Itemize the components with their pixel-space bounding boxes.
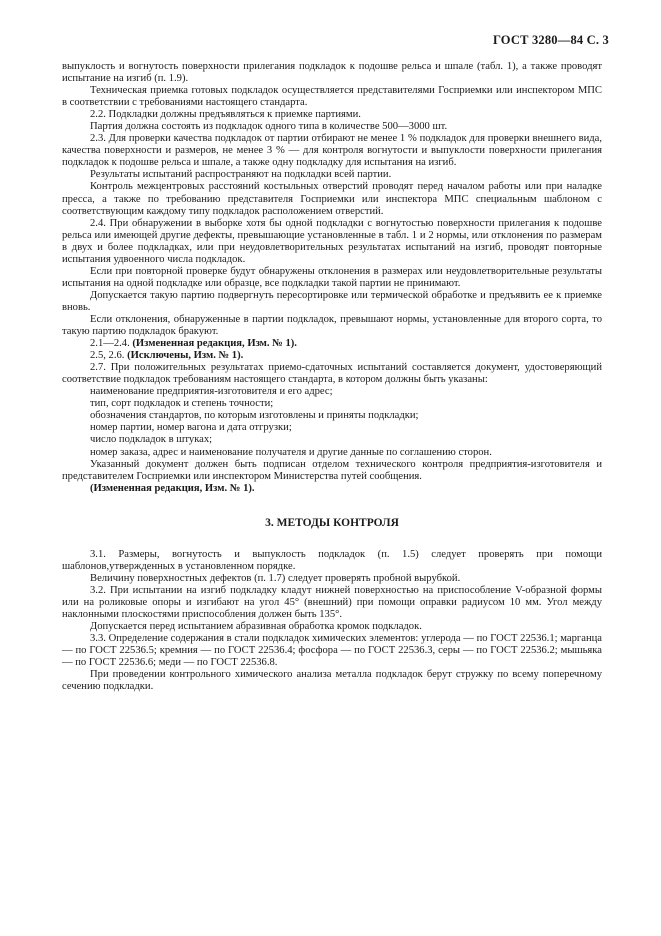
paragraph: 3.1. Размеры, вогнутость и выпуклость подкладок (п. 1.5) следует проверять при помощи шаблонов,утвержденных в установленном порядке. [62, 548, 602, 572]
list-item: наименование предприятия-изготовителя и его адрес; [90, 386, 333, 398]
paragraph: При проведении контрольного химического анализа металла подкладок берут стружку по всему поперечному сечению подкладки. [62, 669, 602, 693]
amendment-note [62, 338, 602, 350]
amendment-note [62, 483, 602, 495]
paragraph: 3.3. Определение содержания в стали подкладок химических элементов: углерода — по ГОСТ 22536.1; марганца — по ГОСТ 22536.5; кремния — по ГОСТ 22536.4; фосфора — по ГОСТ 22536.3, серы — по ГОСТ 22536.2; мышьяка — по ГОСТ 22536.6; меди — по ГОСТ 22536.8. [62, 633, 602, 669]
section-title: 3. МЕТОДЫ КОНТРОЛЯ [265, 516, 399, 529]
paragraph: Если отклонения, обнаруженные в партии подкладок, превышают нормы, установленные для второго сорта, то такую партию подкладок бракуют. [62, 313, 602, 338]
amendment-clauses: 2.5, 2.6. [90, 350, 125, 362]
paragraph: 2.2. Подкладки должны предъявляться к приемке партиями. [90, 109, 361, 121]
paragraph: Контроль межцентровых расстояний костыльных отверстий проводят перед началом работы или при наладке пресса, а также по требованию представителя Госприемки или инспектора МПС специальным шаблоном с соответствующим каждому типу подкладок расположением отверстий. [62, 181, 602, 217]
paragraph: выпуклость и вогнутость поверхности прилегания подкладок к подошве рельса и шпале (табл. 1), а также проводят испытание на изгиб (п. 1.9). [62, 61, 602, 85]
paragraph: Величину поверхностных дефектов (п. 1.7) следует проверять пробной вырубкой. [90, 572, 461, 584]
list-item: обозначения стандартов, по которым изготовлены и приняты подкладки; [90, 410, 419, 422]
paragraph: Если при повторной проверке будут обнаружены отклонения в размерах или неудовлетворительные результаты испытания на одной подкладке или образце, все подкладки такой партии не принимают. [62, 265, 602, 289]
amendment-text: (Исключены, Изм. № 1). [127, 350, 244, 362]
paragraph: Техническая приемка готовых подкладок осуществляется представителями Госприемки или инспектором МПС в соответствии с требованиями настоящего стандарта. [62, 85, 602, 109]
paragraph: Партия должна состоять из подкладок одного типа в количестве 500—3000 шт. [90, 121, 448, 133]
amendment-text: (Измененная редакция, Изм. № 1). [90, 482, 255, 494]
paragraph: 2.4. При обнаружении в выборке хотя бы одной подкладки с вогнутостью поверхности прилегания к подошве рельса или имеющей другие дефекты, превышающие установленные в табл. 1 и 2 нормы, или отклонения по размерам в двух и более подкладках, или при неудовлетворительных результатах испытаний на изгиб, проводят повторные испытания удвоенного числа подкладок. [62, 217, 602, 265]
amendment-text: (Измененная редакция, Изм. № 1). [132, 338, 297, 350]
list-item: номер заказа, адрес и наименование получателя и другие данные по соглашению сторон. [90, 446, 492, 458]
paragraph: Допускается перед испытанием абразивная обработка кромок подкладок. [90, 621, 422, 633]
amendment-note [62, 350, 602, 362]
paragraph: Указанный документ должен быть подписан отделом технического контроля предприятия-изготовителя и представителем Госприемки или инспектором Министерства путей сообщения. [62, 458, 602, 482]
paragraph: 2.3. Для проверки качества подкладок от партии отбирают не менее 1 % подкладок для проверки внешнего вида, качества поверхности и размеров, не менее 3 % — для контроля вогнутости и выпуклости поверхности прилегания подкладок к подошве рельса и шпале, а также одну подкладку для испытания на изгиб. [62, 133, 602, 169]
paragraph: 2.7. При положительных результатах приемо-сдаточных испытаний составляется документ, удостоверяющий соответствие подкладок требованиям настоящего стандарта, в котором должны быть указаны: [62, 362, 602, 386]
amendment-clauses: 2.1—2.4. [90, 338, 130, 350]
paragraph: 3.2. При испытании на изгиб подкладку кладут нижней поверхностью на приспособление V-образной формы или на роликовые опоры и изгибают на угол 45° (внешний) при помощи оправки радиусом 10 мм. Угол между наклонными плоскостями приспособления должен быть 135°. [62, 584, 602, 620]
list-item: число подкладок в штуках; [90, 434, 213, 446]
paragraph: Результаты испытаний распространяют на подкладки всей партии. [90, 169, 392, 181]
paragraph: Допускается такую партию подвергнуть пересортировке или термической обработке и предъявить ее к приемке вновь. [62, 289, 602, 313]
page-header: ГОСТ 3280—84 С. 3 [492, 33, 609, 47]
document-body [62, 61, 602, 693]
list-item: тип, сорт подкладок и степень точности; [90, 398, 274, 410]
list-item: номер партии, номер вагона и дата отгрузки; [90, 422, 292, 434]
